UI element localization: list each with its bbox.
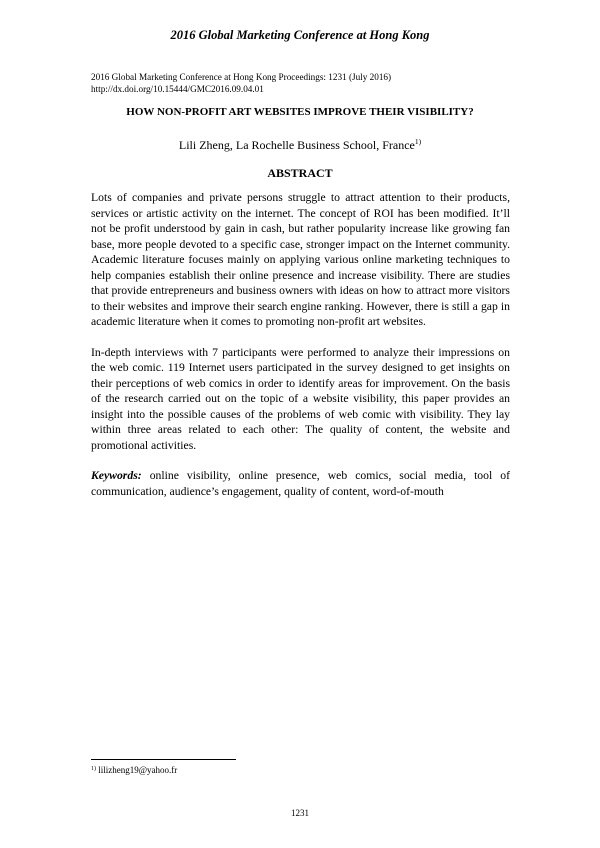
keywords-label: Keywords: [91,469,142,482]
abstract-body [91,190,510,514]
footnote-divider [91,759,236,760]
proceedings-line: 2016 Global Marketing Conference at Hong Kong Proceedings: 1231 (July 2016) [91,72,392,82]
keywords-list: online visibility, online presence, web comics, social media, tool of communication, audience’s engagement, quality of content, word-of-mouth [91,469,511,498]
author-footnote-mark: 1) [414,137,422,146]
keywords-paragraph [91,468,510,499]
footnote-mark: 1) [91,766,96,772]
page-number: 1231 [291,808,309,818]
running-header: 2016 Global Marketing Conference at Hong Kong [170,28,430,42]
doi-link[interactable]: http://dx.doi.org/10.15444/GMC2016.09.04.01 [91,83,264,94]
abstract-paragraph-2: In-depth interviews with 7 participants were performed to analyze their impressions on the web comic. 119 Internet users participated in the survey designed to get insights on their perceptions of web comics in order to identify areas for improvement. On the basis of the research carried out on the topic of a website visibility, this paper provides an insight into the possible causes of the problems of web comic with visibility. They lay within three areas related to each other: The quality of content, the website and promotional activities. [91,345,510,452]
abstract-heading: ABSTRACT [267,166,333,180]
author-name: Lili Zheng, La Rochelle Business School, France [178,138,415,152]
author-email[interactable]: lilizheng19@yahoo.fr [98,765,178,775]
proceedings-info [91,72,521,95]
paper-title: HOW NON-PROFIT ART WEBSITES IMPROVE THEIR VISIBILITY? [126,106,474,118]
author-line [0,138,600,153]
footnote [91,765,177,775]
abstract-paragraph-1: Lots of companies and private persons struggle to attract attention to their products, services or artistic activity on the internet. The concept of ROI has been modified. It’ll not be profit understood by gain in cash, but rather popularity increase like growing fan base, more people devoted to a specific case, stronger impact on the Internet community. Academic literature focuses mainly on applying various online marketing techniques to help companies establish their online presence and increase visibility. There are studies that provide entrepreneurs and business owners with ideas on how to attract more visitors to their websites and improve their search engine ranking. However, there is still a gap in academic literature when it comes to promoting non-profit art websites. [91,191,510,328]
